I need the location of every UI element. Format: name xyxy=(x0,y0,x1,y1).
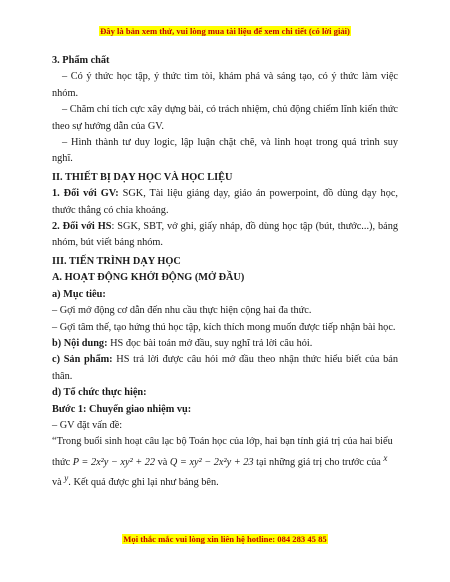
sub-heading: a) Mục tiêu: xyxy=(52,288,106,300)
section-heading: II. THIẾT BỊ DẠY HỌC VÀ HỌC LIỆU xyxy=(52,171,233,183)
item-label: c) Sản phẩm: xyxy=(52,354,113,366)
item-text: HS trả lời được câu hỏi mở đầu theo nhận thức hiểu biết của bản thân. xyxy=(52,354,399,382)
paragraph xyxy=(52,474,398,491)
paragraph: – GV đặt vấn đề: xyxy=(52,419,123,431)
item-text: SGK, Tài liệu giảng dạy, giáo án powerpoint, đồ dùng dạy học, thước thẳng có chia khoảng. xyxy=(52,188,399,216)
paragraph: – Chăm chỉ tích cực xây dựng bài, có trách nhiệm, chủ động chiếm lĩnh kiến thức theo sự hướng dẫn của GV. xyxy=(52,104,398,132)
paragraph xyxy=(52,352,398,385)
section-heading: A. HOẠT ĐỘNG KHỞI ĐỘNG (MỞ ĐẦU) xyxy=(52,272,245,284)
preview-notice-text: Đây là bản xem thử, vui lòng mua tài liệu để xem chi tiết (có lời giải) xyxy=(100,26,350,36)
hotline-banner xyxy=(0,534,450,544)
step-heading: Bước 1: Chuyển giao nhiệm vụ: xyxy=(52,403,192,415)
paragraph xyxy=(52,186,398,219)
text-run: tại những giá trị cho trước của xyxy=(253,456,384,468)
text-run: thức xyxy=(52,456,73,468)
paragraph: – Hình thành tư duy logic, lập luận chặt chẽ, và linh hoạt trong quá trình suy nghĩ. xyxy=(52,137,398,165)
preview-notice-banner xyxy=(0,26,450,36)
hotline-text: Mọi thắc mắc vui lòng xin liên hệ hotline: 084 283 45 85 xyxy=(123,534,327,544)
paragraph xyxy=(52,451,398,474)
item-text: : SGK, SBT, vở ghi, giấy nháp, đồ dùng học tập (bút, thước...), bảng nhóm, bút viết bảng nhóm. xyxy=(52,221,398,249)
item-label: 1. Đối với GV: xyxy=(52,188,119,200)
paragraph: – Có ý thức học tập, ý thức tìm tòi, khám phá và sáng tạo, có ý thức làm việc nhóm. xyxy=(52,71,398,99)
paragraph xyxy=(52,336,398,352)
paragraph: – Gợi mở động cơ dẫn đến nhu cầu thực hiện cộng hai đa thức. xyxy=(52,305,312,317)
section-heading: 3. Phẩm chất xyxy=(52,55,110,66)
variable-y: y xyxy=(64,472,69,483)
text-run: . Kết quả được ghi lại như bảng bên. xyxy=(68,476,219,488)
paragraph: “Trong buổi sinh hoạt câu lạc bộ Toán học của lớp, hai bạn tính giá trị của hai biểu xyxy=(52,436,393,448)
text-run: và xyxy=(155,456,170,468)
document-body xyxy=(52,53,398,491)
paragraph: – Gợi tâm thế, tạo hứng thú học tập, kích thích mong muốn được tiếp nhận bài học. xyxy=(52,321,396,333)
paragraph xyxy=(52,219,398,252)
variable-x: x xyxy=(383,452,388,463)
formula-p: P = 2x²y − xy² + 22 xyxy=(72,456,156,468)
section-heading: III. TIẾN TRÌNH DẠY HỌC xyxy=(52,255,181,267)
text-run: và xyxy=(52,476,65,488)
item-label: b) Nội dung: xyxy=(52,337,108,349)
formula-q: Q = xy² − 2x²y + 23 xyxy=(169,456,254,468)
sub-heading: d) Tổ chức thực hiện: xyxy=(52,387,147,399)
item-text: HS đọc bài toán mở đầu, suy nghĩ trả lời câu hỏi. xyxy=(107,337,313,349)
item-label: 2. Đối với HS xyxy=(52,221,112,233)
